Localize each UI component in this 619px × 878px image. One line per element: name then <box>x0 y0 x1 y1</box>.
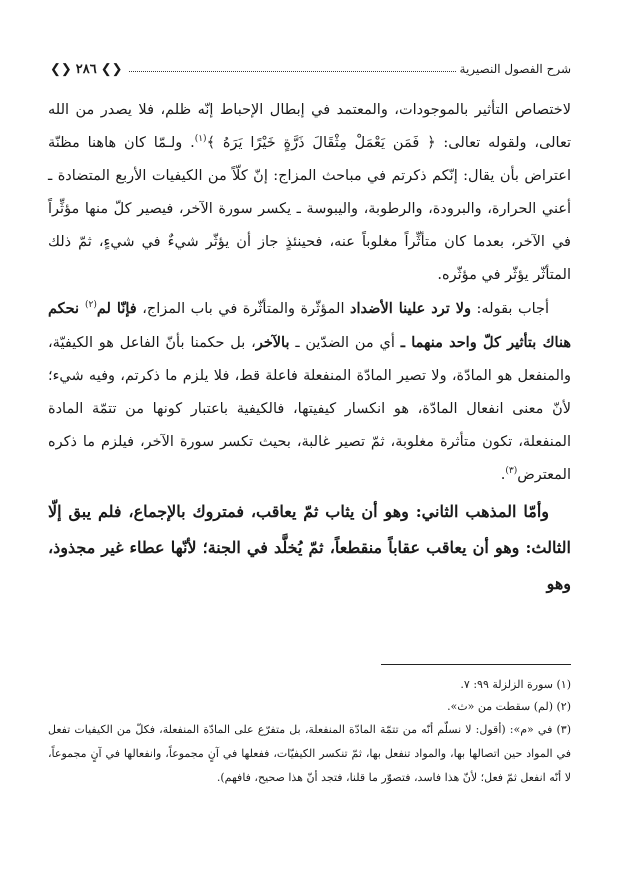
footnotes <box>48 674 571 790</box>
paragraph-2-text-c: أي من الضدّين ـ <box>289 335 401 351</box>
paragraph-1-text-b: . ولـمّا كان هاهنا مظنّة اعتراض بأن يقال: إنّكم ذكرتم في مباحث المزاج: إنّ كلّاً من الكيفيات الأربع المتضادة ـ أعني الحرارة، والبرودة، والرطوبة، واليبوسة ـ يكسر سورة الآخر، فيصير كلّ منها مؤثِّراً في الآخر، بعدما كان متأثِّراً مغلوباً عنه، فحينئذٍ جاز أن يؤثّر شيءٌ في شيءٍ، ثمّ ذلك المتأثّر يؤثّر في مؤثّره. <box>48 135 571 283</box>
header-ornament-right: ❮❯ <box>100 61 123 77</box>
paragraph-2 <box>48 292 571 492</box>
page-number: ٢٨٦ <box>75 61 97 77</box>
footnote-3: (٣) في «م»: (أقول: لا نسلّم أنّه من تتمّة المادّة المنفعلة، بل متفرّع على المادّة المنفعلة، فكلّ من الكيفيات تفعل في المواد حين اتصالها بها، والمواد تنفعل بها، ثمّ تنكسر الكيفيّات، ففعلها في آنٍ مجموعاً، وانفعالها في آنٍ مجموعاً، لا أنّه انفعل ثمّ فعل؛ لأنّ هذا فاسد، فتصوّر ما قلنا، فتجد أنّ هذا صحيح، فافهم). <box>48 723 571 784</box>
book-page <box>48 58 571 858</box>
book-title: شرح الفصول النصيرية <box>459 62 571 76</box>
footnote-ref-2: (٢) <box>85 300 97 311</box>
paragraph-2-text-b: المؤثّرة والمتأثّرة في باب المزاج، <box>136 301 351 317</box>
footnote-separator <box>381 664 571 665</box>
paragraph-3-text: ؛ لأنّها عطاء غير مجذوذ، وهو <box>48 538 571 593</box>
paragraph-3-heading: وأمّا المذهب الثاني: <box>408 502 549 521</box>
footnote-2: (٢) (لم) سقطت من «ث». <box>447 700 571 713</box>
paragraph-2-bold-a: ولا ترد علينا الأضداد <box>350 300 471 317</box>
paragraph-1 <box>48 94 571 292</box>
running-header <box>48 58 571 80</box>
footnote-ref-3: (٣) <box>505 466 518 477</box>
header-ornament-left: ❮❯ <box>50 61 72 77</box>
main-text <box>48 94 571 602</box>
paragraph-3 <box>48 494 571 602</box>
paragraph-3-bold: وهو أن يثاب ثمّ يعاقب، فمتروك بالإجماع، فلم يبق إلّا الثالث: وهو أن يعاقب عقاباً منقطعاً، ثمّ يُخلَّد في الجنة <box>48 502 571 557</box>
paragraph-2-bold-c: نحكم هناك بتأثير كلّ واحد منهما ـ <box>48 300 571 351</box>
paragraph-2-text-e: . <box>500 467 506 483</box>
paragraph-2-bold-b: فإنّا لم <box>96 300 137 317</box>
footnote-ref-1: (١) <box>194 134 207 145</box>
paragraph-2-text-a: أجاب بقوله: <box>470 301 550 317</box>
footnote-1: (١) سورة الزلزلة ٩٩: ٧. <box>460 678 571 691</box>
paragraph-2-text-d: ، بل حكمنا بأنّ الفاعل هو الكيفيّة، والمنفعل هو المادّة، ولا تصير المادّة المنفعلة فاعلة قط، فلا يلزم ما ذكرتم، وفيه شيء؛ لأنّ معنى انفعال المادّة، هو انكسار كيفيتها، فالكيفية باعتبار كونها من تتمّة المادة المنفعلة، تكون متأثرة مغلوبة، ثمّ تصير غالبة، بحيث تكسر سورة الآخر، فيلزم ما ذكره المعترض <box>48 335 571 483</box>
header-dotted-leader <box>129 63 456 72</box>
quran-verse: ﴿ فَمَن يَعْمَلْ مِثْقَالَ ذَرَّةٍ خَيْرًا يَرَهُ ﴾ <box>206 135 436 151</box>
paragraph-1-text-a: لاختصاص التأثير بالموجودات، والمعتمد في إبطال الإحباط إنّه ظلم، فلا يصدر من الله تعالى، ولقوله تعالى: <box>48 102 571 151</box>
paragraph-2-bold-d: بالآخر <box>255 334 290 351</box>
